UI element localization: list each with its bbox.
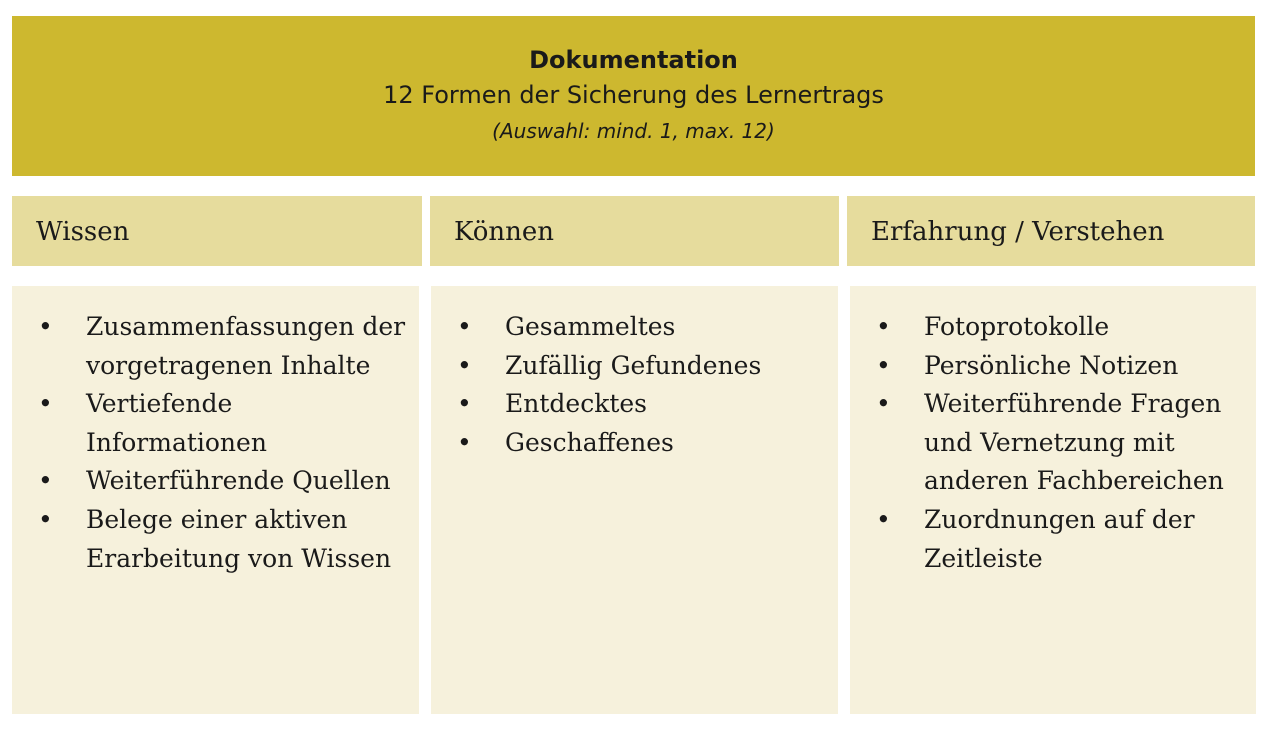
list-item-label: Belege einer aktiven Erarbeitung von Wissen xyxy=(86,504,392,573)
list-item-label: Entdecktes xyxy=(505,389,648,419)
bullet-icon: • xyxy=(876,350,891,380)
bullet-icon: • xyxy=(876,312,891,341)
header-title: Dokumentation xyxy=(529,46,738,74)
list-item-label: Gesammeltes xyxy=(505,312,676,341)
list-item xyxy=(12,385,419,462)
column-body-erfahrung xyxy=(850,286,1256,714)
header-note: (Auswahl: mind. 1, max. 12) xyxy=(492,119,775,143)
bullet-icon: • xyxy=(457,427,472,457)
list-item-label: Zusammenfassungen der vorgetragenen Inhalte xyxy=(86,312,406,380)
column-heading-wissen: Wissen xyxy=(12,196,422,266)
bullet-icon: • xyxy=(876,504,891,534)
bullet-icon: • xyxy=(876,389,891,419)
list-item-label: Weiterführende Quellen xyxy=(86,466,391,496)
column-heading-koennen: Können xyxy=(430,196,839,266)
column-heading-erfahrung: Erfahrung / Verstehen xyxy=(847,196,1255,266)
list-item-label: Persönliche Notizen xyxy=(924,350,1179,380)
bullet-icon: • xyxy=(457,350,472,380)
list-item-label: Weiterführende Fragen und Vernetzung mit anderen Fachbereichen xyxy=(924,389,1224,496)
bullet-icon: • xyxy=(38,389,53,419)
list-item xyxy=(431,424,838,463)
list-item xyxy=(431,385,838,424)
bullet-icon: • xyxy=(457,389,472,419)
list-item xyxy=(431,347,838,386)
koennen-list xyxy=(431,308,838,462)
bullet-icon: • xyxy=(457,312,472,341)
list-item xyxy=(850,308,1256,347)
list-item xyxy=(12,308,419,385)
list-item-label: Zuordnungen auf der Zeitleiste xyxy=(924,504,1195,573)
list-item xyxy=(850,347,1256,386)
column-body-wissen xyxy=(12,286,419,714)
list-item xyxy=(850,501,1256,578)
bullet-icon: • xyxy=(38,504,53,534)
wissen-list xyxy=(12,308,419,578)
list-item-label: Zufällig Gefundenes xyxy=(505,350,762,380)
list-item-label: Vertiefende Informationen xyxy=(86,389,267,457)
list-item xyxy=(431,308,838,347)
list-item xyxy=(12,501,419,578)
bullet-icon: • xyxy=(38,312,53,341)
column-body-koennen xyxy=(431,286,838,714)
erfahrung-list xyxy=(850,308,1256,578)
list-item-label: Fotoprotokolle xyxy=(924,312,1110,341)
header-subtitle: 12 Formen der Sicherung des Lernertrags xyxy=(383,81,884,109)
list-item-label: Geschaffenes xyxy=(505,427,674,457)
bullet-icon: • xyxy=(38,466,53,496)
documentation-header xyxy=(12,16,1255,176)
list-item xyxy=(12,462,419,501)
list-item xyxy=(850,385,1256,501)
